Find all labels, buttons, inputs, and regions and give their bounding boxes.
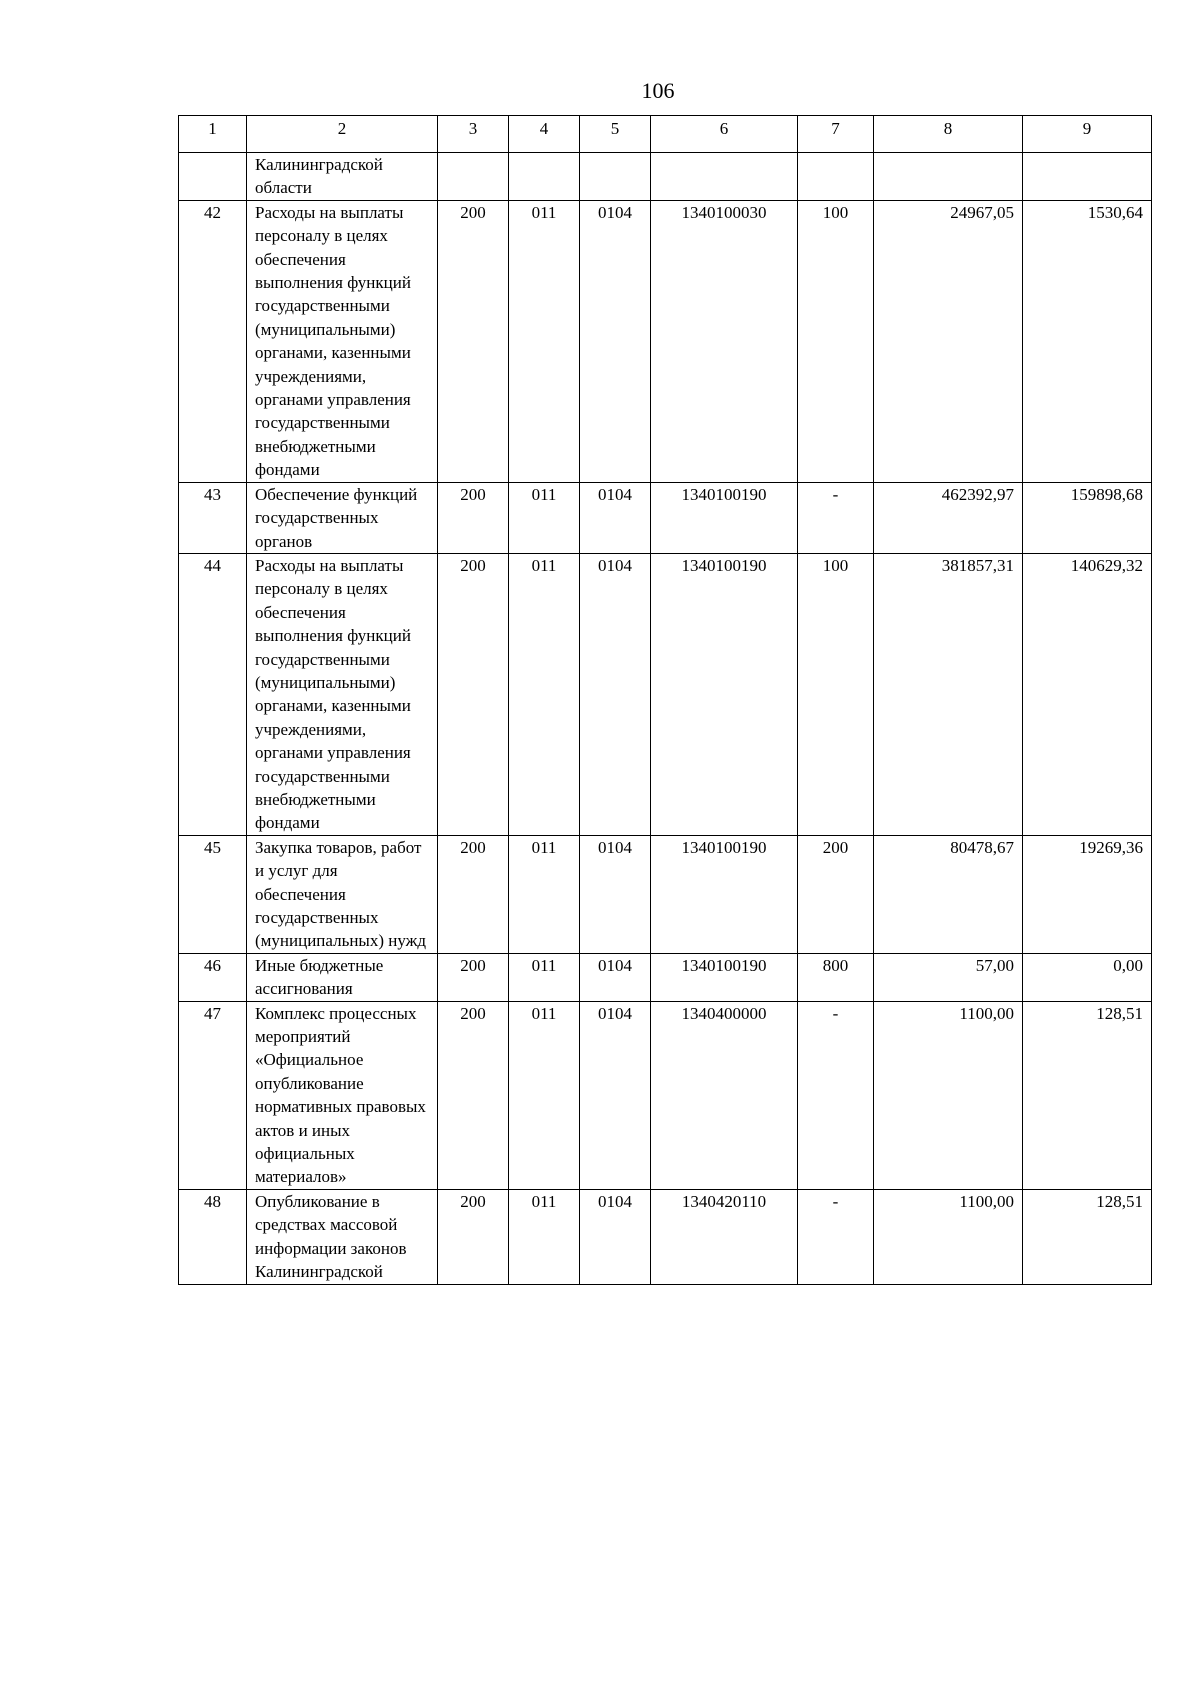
header-cell: 1 (179, 116, 247, 153)
expense-type-cell: - (798, 1001, 874, 1189)
target-code-cell: 1340100190 (651, 953, 798, 1001)
code-4-cell: 011 (509, 1189, 580, 1284)
section-code-cell (580, 153, 651, 201)
item-name-cell: Обеспечение функций государственных органов (247, 482, 438, 553)
section-code-cell: 0104 (580, 953, 651, 1001)
amount-col9-cell: 128,51 (1023, 1001, 1152, 1189)
code-4-cell: 011 (509, 1001, 580, 1189)
code-4-cell (509, 153, 580, 201)
budget-table (178, 115, 1152, 1285)
header-cell: 5 (580, 116, 651, 153)
header-cell: 7 (798, 116, 874, 153)
table-row (179, 1189, 1152, 1284)
table-row (179, 200, 1152, 482)
expense-type-cell: 100 (798, 553, 874, 835)
table-row (179, 953, 1152, 1001)
row-number-cell: 43 (179, 482, 247, 553)
expense-type-cell: 100 (798, 200, 874, 482)
expense-type-cell (798, 153, 874, 201)
item-name-cell: Опубликование в средствах массовой информации законов Калининградской (247, 1189, 438, 1284)
code-4-cell: 011 (509, 953, 580, 1001)
table-row (179, 482, 1152, 553)
code-3-cell (438, 153, 509, 201)
code-3-cell: 200 (438, 200, 509, 482)
item-name-cell: Закупка товаров, работ и услуг для обеспечения государственных (муниципальных) нужд (247, 835, 438, 953)
amount-col9-cell: 0,00 (1023, 953, 1152, 1001)
amount-col8-cell: 462392,97 (874, 482, 1023, 553)
item-name-cell: Комплекс процессных мероприятий «Официальное опубликование нормативных правовых актов и иных официальных материалов» (247, 1001, 438, 1189)
amount-col8-cell: 1100,00 (874, 1189, 1023, 1284)
section-code-cell: 0104 (580, 200, 651, 482)
amount-col8-cell (874, 153, 1023, 201)
row-number-cell: 45 (179, 835, 247, 953)
row-number-cell: 47 (179, 1001, 247, 1189)
page-number: 106 (641, 78, 675, 103)
amount-col9-cell: 1530,64 (1023, 200, 1152, 482)
target-code-cell: 1340420110 (651, 1189, 798, 1284)
section-code-cell: 0104 (580, 1001, 651, 1189)
item-name-cell: Расходы на выплаты персоналу в целях обеспечения выполнения функций государственными (муниципальными) органами, казенными учреждениями, органами управления государственными внебюджетными фондами (247, 200, 438, 482)
table-row (179, 153, 1152, 201)
amount-col8-cell: 381857,31 (874, 553, 1023, 835)
section-code-cell: 0104 (580, 553, 651, 835)
code-3-cell: 200 (438, 553, 509, 835)
amount-col9-cell (1023, 153, 1152, 201)
header-cell: 3 (438, 116, 509, 153)
amount-col9-cell: 19269,36 (1023, 835, 1152, 953)
amount-col9-cell: 159898,68 (1023, 482, 1152, 553)
header-cell: 9 (1023, 116, 1152, 153)
item-name-cell: Расходы на выплаты персоналу в целях обеспечения выполнения функций государственными (муниципальными) органами, казенными учреждениями, органами управления государственными внебюджетными фондами (247, 553, 438, 835)
code-4-cell: 011 (509, 200, 580, 482)
expense-type-cell: - (798, 482, 874, 553)
row-number-cell: 44 (179, 553, 247, 835)
expense-type-cell: 800 (798, 953, 874, 1001)
header-cell: 2 (247, 116, 438, 153)
row-number-cell: 46 (179, 953, 247, 1001)
target-code-cell: 1340100190 (651, 482, 798, 553)
expense-type-cell: 200 (798, 835, 874, 953)
target-code-cell: 1340400000 (651, 1001, 798, 1189)
amount-col9-cell: 140629,32 (1023, 553, 1152, 835)
row-number-cell: 42 (179, 200, 247, 482)
section-code-cell: 0104 (580, 482, 651, 553)
table-row (179, 553, 1152, 835)
target-code-cell (651, 153, 798, 201)
expense-type-cell: - (798, 1189, 874, 1284)
item-name-cell: Калининградской области (247, 153, 438, 201)
code-3-cell: 200 (438, 835, 509, 953)
section-code-cell: 0104 (580, 835, 651, 953)
section-code-cell: 0104 (580, 1189, 651, 1284)
amount-col8-cell: 57,00 (874, 953, 1023, 1001)
code-3-cell: 200 (438, 1189, 509, 1284)
target-code-cell: 1340100190 (651, 835, 798, 953)
header-row (179, 116, 1152, 153)
item-name-cell: Иные бюджетные ассигнования (247, 953, 438, 1001)
header-cell: 8 (874, 116, 1023, 153)
code-4-cell: 011 (509, 553, 580, 835)
row-number-cell: 48 (179, 1189, 247, 1284)
code-3-cell: 200 (438, 482, 509, 553)
code-3-cell: 200 (438, 1001, 509, 1189)
row-number-cell (179, 153, 247, 201)
target-code-cell: 1340100190 (651, 553, 798, 835)
header-cell: 6 (651, 116, 798, 153)
amount-col8-cell: 80478,67 (874, 835, 1023, 953)
table-row (179, 835, 1152, 953)
header-cell: 4 (509, 116, 580, 153)
target-code-cell: 1340100030 (651, 200, 798, 482)
amount-col8-cell: 24967,05 (874, 200, 1023, 482)
amount-col9-cell: 128,51 (1023, 1189, 1152, 1284)
code-4-cell: 011 (509, 482, 580, 553)
table-row (179, 1001, 1152, 1189)
code-3-cell: 200 (438, 953, 509, 1001)
code-4-cell: 011 (509, 835, 580, 953)
amount-col8-cell: 1100,00 (874, 1001, 1023, 1189)
